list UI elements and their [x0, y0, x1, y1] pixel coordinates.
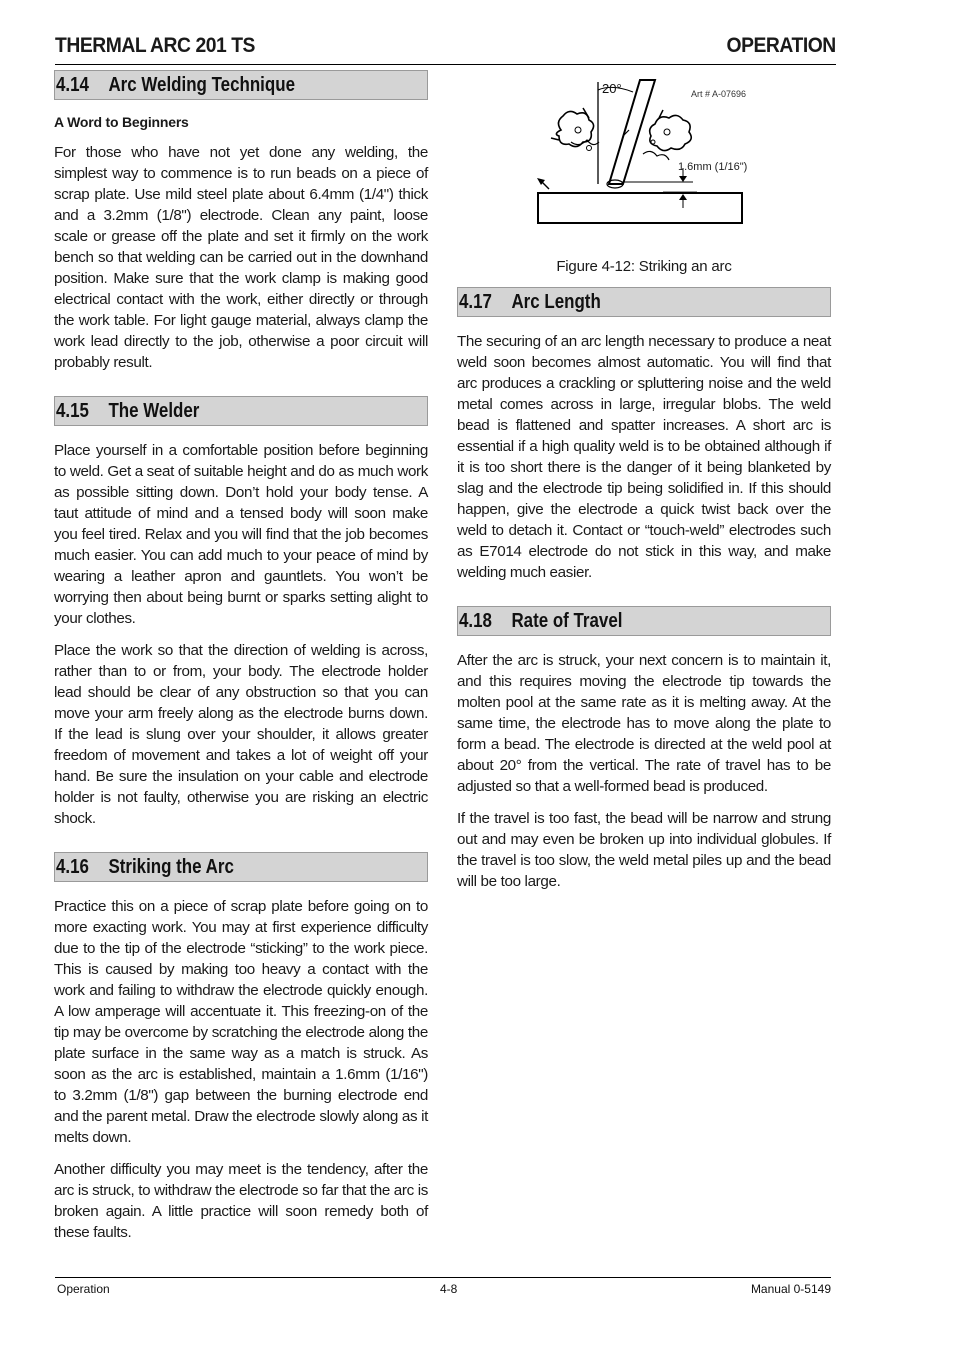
- section-title: Rate of Travel: [511, 609, 623, 632]
- section-number: 4.16: [56, 855, 89, 878]
- footer-chapter: Operation: [57, 1282, 110, 1296]
- paragraph: If the travel is too fast, the bead will be narrow and strung out and may even be broken up into individual globules. If the travel is too slow, the weld metal piles up and the bead will be too large.: [457, 810, 831, 890]
- section-number: 4.15: [56, 399, 89, 422]
- angle-label: 20°: [602, 81, 622, 96]
- paragraph: Place the work so that the direction of welding is across, rather than to or from, your body. The electrode holder lead should be clear of any obstruction so that you can move your arm freely along as the electrode burns down. If the lead is slung over your shoulder, it allows greater freedom of movement and takes a lot of weight off your hand. Be sure the insulation on your cable and electrode holder is not faulty, otherwise you are risking an electric shock.: [54, 642, 428, 827]
- right-column: [457, 72, 831, 903]
- section-number: 4.18: [459, 609, 492, 632]
- subheading-beginners: A Word to Beginners: [54, 114, 189, 130]
- section-title: Arc Welding Technique: [108, 73, 295, 96]
- gap-label: 1.6mm (1/16"): [678, 161, 748, 173]
- figure-striking-arc: [457, 72, 831, 262]
- section-heading-4-16: [54, 852, 428, 882]
- figure-caption: Figure 4-12: Striking an arc: [556, 258, 732, 275]
- chapter-title: OPERATION: [726, 34, 836, 57]
- section-heading-4-15: [54, 396, 428, 426]
- document-title: THERMAL ARC 201 TS: [55, 34, 255, 57]
- paragraph: For those who have not yet done any welding, the simplest way to commence is to run beads on a piece of scrap plate. Use mild steel plate about 6.4mm (1/4") thick and a 3.2mm (1/8") electrode. Clean any paint, loose scale or grease off the plate and set it firmly on the work bench so that welding can be carried out in the downhand position. Make sure that the work clamp is making good electrical contact with the work, either directly or through the work table. For light gauge material, always clamp the work lead directly to the job, otherwise a poor circuit will probably result.: [54, 144, 428, 371]
- paragraph: Another difficulty you may meet is the tendency, after the arc is struck, to withdraw the electrode so far that the arc is broken again. A little practice will soon remedy both of these faults.: [54, 1161, 428, 1241]
- section-number: 4.17: [459, 290, 492, 313]
- page-number: 4-8: [440, 1282, 458, 1296]
- electrode-diagram: [457, 72, 831, 262]
- page-header: [55, 34, 836, 65]
- paragraph: The securing of an arc length necessary to produce a neat weld soon becomes almost automatic. You will find that arc produces a crackling or spluttering noise and the weld metal comes across in large, irregular blobs. The weld bead is flattened and spatter increases. A short arc is essential if a high quality weld is to be obtained although if it is too short there is the danger of it being blanketed by slag and the electrode tip being solidified in. If this should happen, give the electrode a quick twist back over the weld to detach it. Contact or “touch-weld” electrodes such as E7014 electrode do not stick in this way, and make welding much easier.: [457, 333, 831, 581]
- section-title: The Welder: [108, 399, 200, 422]
- paragraph: After the arc is struck, your next concern is to maintain it, and this requires moving the electrode tip towards the molten pool at the same rate as it is melting away. At the same time, the electrode has to move along the plate to form a bead. The electrode is directed at the weld pool at about 20° from the vertical. The rate of travel has to be adjusted so that a well-formed bead is produced.: [457, 652, 831, 795]
- section-number: 4.14: [56, 73, 89, 96]
- manual-number: Manual 0-5149: [750, 1282, 831, 1296]
- section-title: Striking the Arc: [108, 855, 234, 878]
- art-number: Art # A-07696: [691, 89, 747, 99]
- paragraph: Practice this on a piece of scrap plate before going on to more exacting work. You may at first experience difficulty due to the tip of the electrode “sticking” to the work piece. This is caused by making too heavy a contact with the work and failing to withdraw the electrode quickly enough. A low amperage will accentuate it. This freezing-on of the tip may be overcome by scratching the electrode along the plate surface in the same way as a match is struck. As soon as the arc is established, maintain a 1.6mm (1/16") to 3.2mm (1/8") gap between the burning electrode end and the parent metal. Draw the electrode slowly along as it melts down.: [54, 898, 428, 1146]
- section-title: Arc Length: [511, 290, 601, 313]
- section-heading-4-18: [457, 606, 831, 636]
- section-heading-4-17: [457, 287, 831, 317]
- left-column: [54, 70, 428, 1254]
- section-heading-4-14: [54, 70, 428, 100]
- paragraph: Place yourself in a comfortable position before beginning to weld. Get a seat of suitable height and do as much work as possible sitting down. Don’t hold your body tense. A taut attitude of mind and a tensed body will soon make you feel tired. Relax and you will find that the job becomes much easier. You can add much to your peace of mind by wearing a leather apron and gauntlets. You won’t be worrying then about being burnt or sparks setting alight to your clothes.: [54, 442, 428, 627]
- page-footer: [55, 1277, 831, 1300]
